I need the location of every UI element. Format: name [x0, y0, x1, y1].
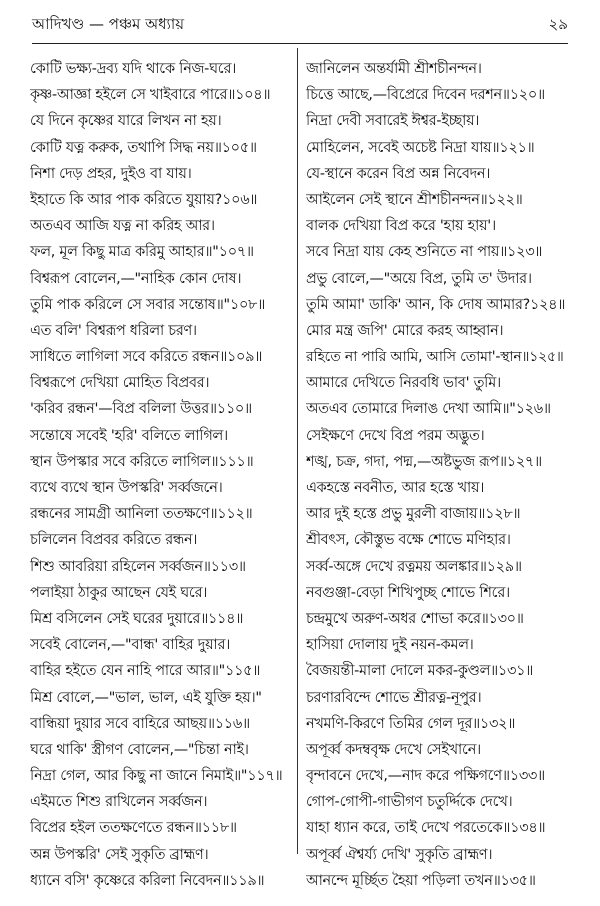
verse-line: অপূর্ব্ব ঐশ্বর্য্য দেখি' সুকৃতি ব্রাহ্মণ। [306, 846, 493, 863]
verse-line: নবগুঞ্জা-বেড়া শিখিপুচ্ছ শোভে শিরে। [306, 584, 510, 601]
verse-line: মিশ্র বসিলেন সেই ঘরের দুয়ারে॥১১৪॥ [30, 610, 244, 627]
column-divider [297, 48, 298, 854]
verse-line: বৃন্দাবনে দেখে,—নাদ করে পক্ষিগণে॥১৩৩॥ [306, 768, 545, 785]
verse-line: এত বলি' বিশ্বরূপ ধরিলা চরণ। [30, 322, 197, 339]
verse-line: মিশ্র বোলে,—"ভাল, ভাল, এই যুক্তি হয়।" [30, 689, 262, 706]
verse-line: যে দিনে কৃষ্ণের যারে লিখন না হয়। [30, 113, 222, 130]
verse-line: রন্ধনের সামগ্রী আনিলা ততক্ষণে॥১১২॥ [30, 506, 253, 523]
verse-line: ফল, মূল কিছু মাত্র করিমু আহার॥"১০৭॥ [30, 244, 254, 261]
right-column [306, 56, 568, 894]
verse-line: অতএব তোমারে দিলাঙ দেখা আমি॥"১২৬॥ [306, 401, 551, 418]
verse-line: বান্ধিয়া দুয়ার সবে বাহিরে আছয়॥১১৬॥ [30, 715, 250, 732]
verse-line: বাহির হইতে যেন নাহি পারে আর॥"১১৫॥ [30, 663, 261, 680]
verse-line: আইলেন সেই স্থানে শ্রীশচীনন্দন॥১২২॥ [306, 191, 523, 208]
verse-line: অপূর্ব্ব কদম্ববৃক্ষ দেখে সেইখানে। [306, 741, 481, 758]
verse-line: সবেই বোলেন,—"বান্ধ' বাহির দুয়ার। [30, 637, 231, 654]
verse-line: মোহিলেন, সবেই অচেষ্ট নিদ্রা যায়॥১২১॥ [306, 139, 535, 156]
left-column [30, 56, 292, 894]
verse-line: সবে নিদ্রা যায় কেহ শুনিতে না পায়॥১২৩॥ [306, 244, 543, 261]
verse-line: ব্যথে ব্যথে স্থান উপস্করি' সর্ব্বজনে। [30, 480, 223, 496]
verse-line: আমারে দেখিতে নিরবধি ভাব' তুমি। [306, 375, 501, 392]
verse-line: গোপ-গোপী-গাভীগণ চতুর্দ্দিকে দেখে। [306, 794, 513, 811]
verse-line: যে-স্থানে করেন বিপ্র অন্ন নিবেদন। [306, 165, 491, 182]
verse-line: হাসিয়া দোলায় দুই নয়ন-কমল। [306, 637, 474, 654]
page-header [32, 14, 568, 38]
verse-line: জানিলেন অন্তর্যামী শ্রীশচীনন্দন। [306, 61, 482, 77]
verse-line: চিত্তে আছে,—বিপ্রেরে দিবেন দরশন॥১২০॥ [306, 87, 545, 104]
verse-line: প্রভু বোলে,—"অয়ে বিপ্র, তুমি ত' উদার। [306, 270, 532, 287]
verse-line: নিশা দেড় প্রহর, দুইও বা যায়। [30, 165, 192, 182]
verse-line: আনন্দে মূর্চ্ছিত হৈয়া পড়িলা তখন॥১৩৫॥ [306, 872, 536, 889]
verse-line: তুমি পাক করিলে সে সবার সন্তোষ॥"১০৮॥ [30, 296, 266, 313]
verse-line: বিশ্বরূপে দেখিয়া মোহিত বিপ্রবর। [30, 375, 210, 392]
verse-line: অতএব আজি যত্ন না করিহ আর। [30, 218, 215, 235]
verse-line: কোটি ভক্ষ্য-দ্রব্য যদি থাকে নিজ-ঘরে। [30, 61, 237, 77]
verse-line: বৈজয়ন্তী-মালা দোলে মকর-কুণ্ডল॥১৩১॥ [306, 663, 534, 680]
verse-line: কৃষ্ণ-আজ্ঞা হইলে সে খাইবারে পারে॥১০৪॥ [30, 87, 271, 104]
verse-line: এইমতে শিশু রাখিলেন সর্ব্বজন। [30, 794, 208, 811]
verse-line: নখমণি-কিরণে তিমির গেল দূর॥১৩২॥ [306, 715, 516, 732]
verse-line: 'করিব রন্ধন'—বিপ্র বলিলা উত্তর॥১১০॥ [30, 401, 252, 418]
verse-line: সাধিতে লাগিলা সবে করিতে রন্ধন॥১০৯॥ [30, 349, 263, 366]
verse-line: ঘরে থাকি' স্ত্রীগণ বোলেন,—"চিন্তা নাই। [30, 741, 249, 758]
verse-line: শঙ্খ, চক্র, গদা, পদ্ম,—অষ্টভুজ রূপ॥১২৭॥ [306, 453, 542, 470]
verse-line: নিদ্রা গেল, আর কিছু না জানে নিমাই॥"১১৭॥ [30, 768, 283, 785]
verse-line: মোর মন্ত্র জপি' মোরে করহ আহ্বান। [306, 322, 504, 339]
verse-line: সর্ব্ব-অঙ্গে দেখে রত্নময় অলঙ্কার॥১২৯॥ [306, 558, 522, 575]
verse-line: রহিতে না পারি আমি, আসি তোমা'-স্থান॥১২৫॥ [306, 349, 564, 366]
verse-line: চরণারবিন্দে শোভে শ্রীরত্ন-নূপুর। [306, 689, 482, 706]
verse-line: ধ্যানে বসি' কৃষ্ণেরে করিলা নিবেদন॥১১৯॥ [30, 872, 265, 889]
verse-line: বিপ্রের হইল ততক্ষণেতে রন্ধন॥১১৮॥ [30, 820, 237, 837]
verse-line: সেইক্ষণে দেখে বিপ্র পরম অদ্ভুত। [306, 427, 485, 444]
verse-line: শ্রীবৎস, কৌস্তুভ বক্ষে শোভে মণিহার। [306, 532, 511, 549]
verse-line: পলাইয়া ঠাকুর আছেন যেই ঘরে। [30, 584, 208, 601]
verse-line: চন্দ্রমুখে অরুণ-অধর শোভা করে॥১৩০॥ [306, 610, 524, 627]
verse-line: বিশ্বরূপ বোলেন,—"নাহিক কোন দোষ। [30, 270, 242, 287]
verse-line: যাহা ধ্যান করে, তাই দেখে পরতেকে॥১৩৪॥ [306, 820, 546, 837]
verse-line: স্থান উপস্কার সবে করিতে লাগিল॥১১১॥ [30, 453, 254, 470]
verse-line: ইহাতে কি আর পাক করিতে যুয়ায়?১০৬॥ [30, 191, 258, 208]
verse-line: তুমি আমা' ডাকি' আন, কি দোষ আমার?১২৪॥ [306, 296, 566, 313]
verse-line: নিদ্রা দেবী সবারেই ঈশ্বর-ইচ্ছায়। [306, 113, 480, 130]
running-title: আদিখণ্ড — পঞ্চম অধ্যায় [32, 15, 185, 33]
verse-line: একহস্তে নবনীত, আর হস্তে খায়। [306, 480, 485, 496]
page-number: ২৯ [548, 15, 568, 33]
verse-line: কোটি যত্ন করুক, তথাপি সিদ্ধ নয়॥১০৫॥ [30, 139, 257, 156]
verse-line: সন্তোষে সবেই 'হরি' বলিতে লাগিল। [30, 427, 228, 444]
header-rule [32, 43, 568, 44]
verse-line: চলিলেন বিপ্রবর করিতে রন্ধন। [30, 532, 198, 549]
verse-line: আর দুই হস্তে প্রভু মুরলী বাজায়॥১২৮॥ [306, 506, 521, 523]
verse-line: শিশু আবরিয়া রহিলেন সর্ব্বজন॥১১৩॥ [30, 558, 246, 575]
verse-line: বালক দেখিয়া বিপ্র করে 'হায় হায়'। [306, 218, 496, 235]
verse-line: অন্ন উপস্করি' সেই সুকৃতি ব্রাহ্মণ। [30, 846, 209, 863]
